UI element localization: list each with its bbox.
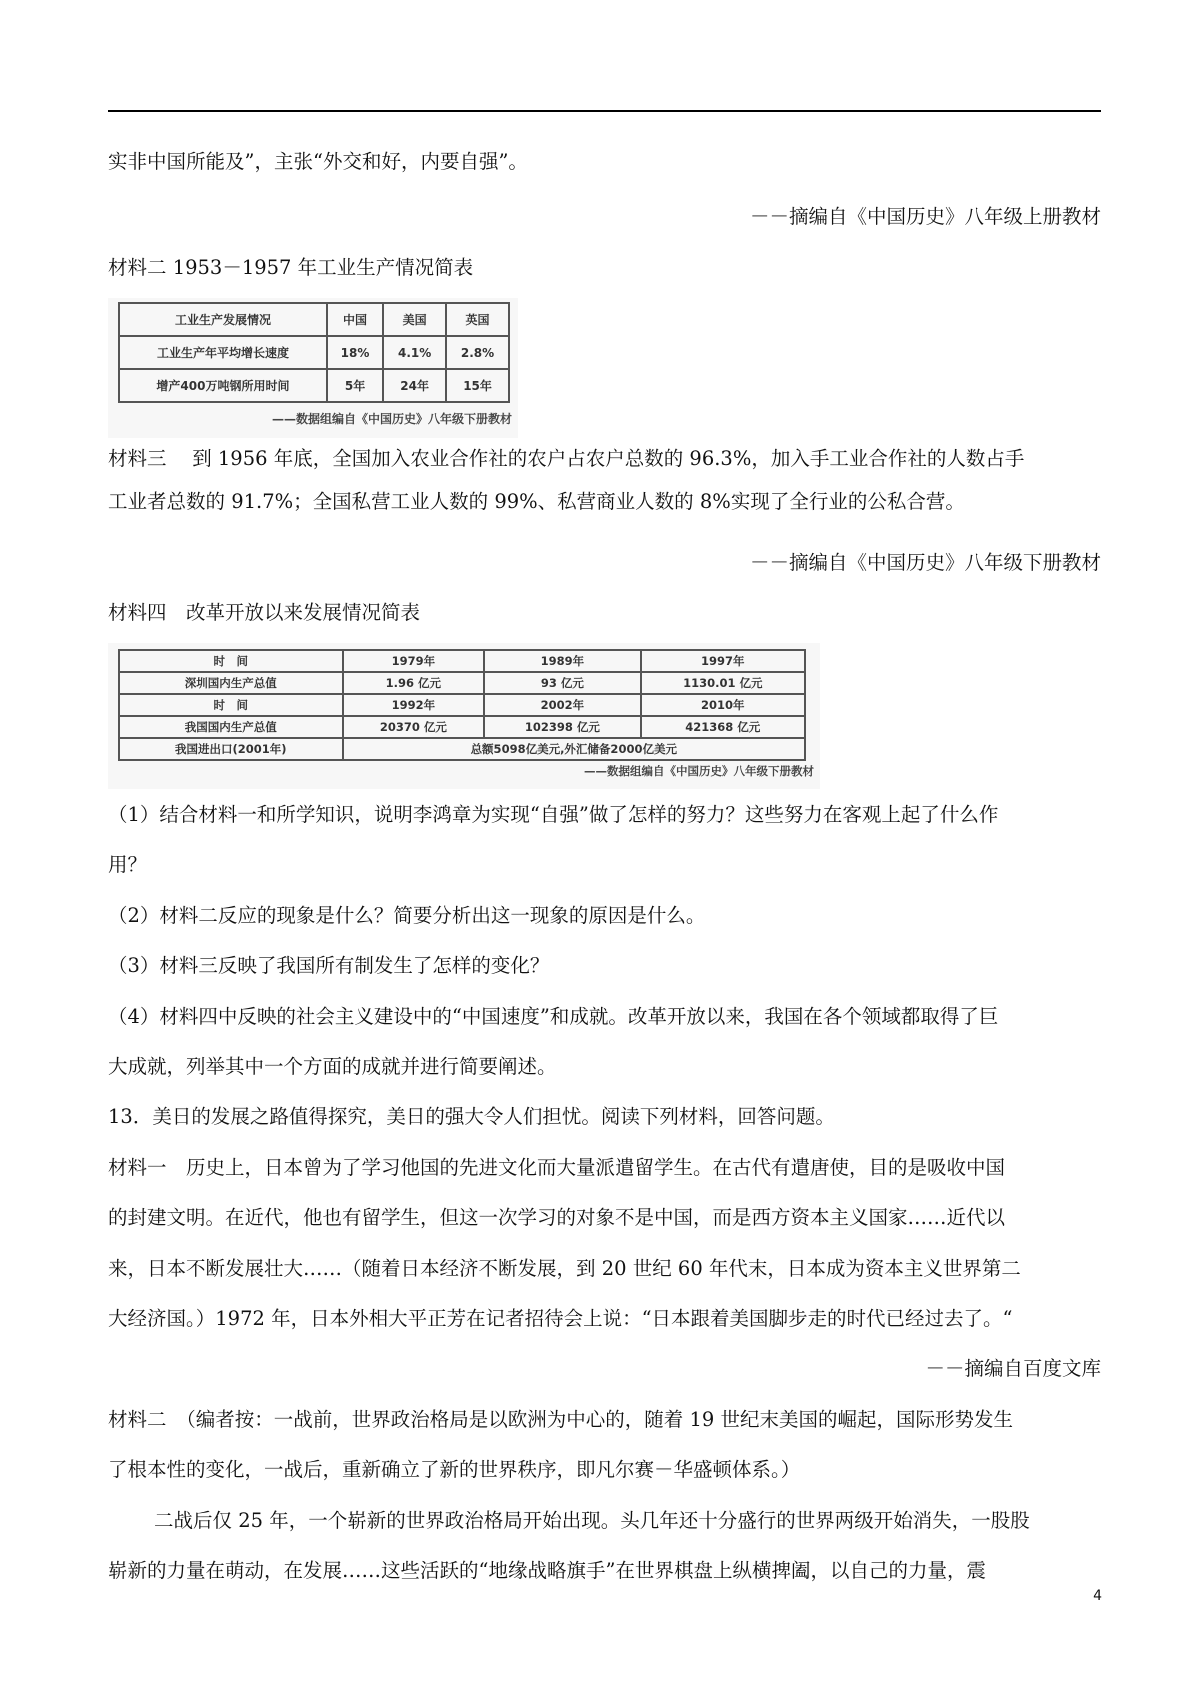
table-cell: 2002年	[484, 694, 640, 716]
table-row	[119, 672, 805, 694]
table-cell: 1997年	[641, 650, 805, 672]
material-heading: 材料二 1953－1957 年工业生产情况简表	[108, 256, 474, 279]
table-cell: 1989年	[484, 650, 640, 672]
table-cell: 时 间	[119, 650, 343, 672]
table-cell: 总额5098亿美元,外汇储备2000亿美元	[343, 738, 805, 760]
question-line: 用？	[108, 853, 148, 876]
reform-table-image	[108, 643, 820, 789]
table-cell: 英国	[446, 303, 509, 336]
reform-table	[118, 649, 806, 761]
table-cell: 我国国内生产总值	[119, 716, 343, 738]
source-citation: －－摘编自《中国历史》八年级上册教材	[749, 205, 1101, 228]
question-heading: 13．美日的发展之路值得探究，美日的强大令人们担忧。阅读下列材料，回答问题。	[108, 1105, 835, 1128]
table-cell: 1130.01 亿元	[641, 672, 805, 694]
table-row	[119, 336, 509, 369]
header-rule	[108, 110, 1101, 112]
table-row	[119, 369, 509, 402]
question-line: （3）材料三反映了我国所有制发生了怎样的变化？	[108, 954, 550, 977]
text-line: 材料二 （编者按：一战前，世界政治格局是以欧洲为中心的，随着 19 世纪末美国的崛起，国际形势发生	[108, 1408, 1013, 1431]
page-number: 4	[1093, 1588, 1102, 1604]
table-cell: 1.96 亿元	[343, 672, 485, 694]
table-cell: 2010年	[641, 694, 805, 716]
industry-table-image	[108, 298, 518, 438]
table-cell: 2.8%	[446, 336, 509, 369]
table-source-caption: ——数据组编自《中国历史》八年级下册教材	[584, 764, 814, 778]
text-line: 二战后仅 25 年，一个崭新的世界政治格局开始出现。头几年还十分盛行的世界两级开始消失，一股股	[154, 1509, 1030, 1532]
table-cell: 93 亿元	[484, 672, 640, 694]
table-cell: 1979年	[343, 650, 485, 672]
table-cell: 5年	[327, 369, 383, 402]
industry-table	[118, 302, 510, 403]
text-line: 实非中国所能及”，主张“外交和好，内要自强”。	[108, 150, 528, 173]
table-cell: 深圳国内生产总值	[119, 672, 343, 694]
table-cell: 时 间	[119, 694, 343, 716]
table-cell: 中国	[327, 303, 383, 336]
text-line: 工业者总数的 91.7%；全国私营工业人数的 99%、私营商业人数的 8%实现了全行业的公私合营。	[108, 490, 965, 513]
text-line: 了根本性的变化，一战后，重新确立了新的世界秩序，即凡尔赛－华盛顿体系。）	[108, 1458, 801, 1481]
question-line: 大成就，列举其中一个方面的成就并进行简要阐述。	[108, 1055, 557, 1078]
table-header-row	[119, 303, 509, 336]
table-row	[119, 694, 805, 716]
table-cell: 工业生产发展情况	[119, 303, 327, 336]
table-cell: 102398 亿元	[484, 716, 640, 738]
table-cell: 1992年	[343, 694, 485, 716]
table-cell: 421368 亿元	[641, 716, 805, 738]
table-cell: 24年	[383, 369, 446, 402]
table-cell: 4.1%	[383, 336, 446, 369]
table-row	[119, 650, 805, 672]
table-cell: 20370 亿元	[343, 716, 485, 738]
table-cell: 美国	[383, 303, 446, 336]
table-cell: 增产400万吨钢所用时间	[119, 369, 327, 402]
text-line: 材料一 历史上，日本曾为了学习他国的先进文化而大量派遣留学生。在古代有遣唐使，目的是吸收中国	[108, 1156, 1006, 1179]
question-line: （2）材料二反应的现象是什么？简要分析出这一现象的原因是什么。	[108, 904, 706, 927]
source-citation: －－摘编自《中国历史》八年级下册教材	[749, 551, 1101, 574]
text-line: 崭新的力量在萌动，在发展……这些活跃的“地缘战略旗手”在世界棋盘上纵横捭阖，以自己的力量，震	[108, 1559, 986, 1582]
material-heading: 材料四 改革开放以来发展情况简表	[108, 601, 421, 624]
table-cell: 15年	[446, 369, 509, 402]
text-line: 的封建文明。在近代，他也有留学生，但这一次学习的对象不是中国，而是西方资本主义国家……近代以	[108, 1206, 1006, 1229]
table-row	[119, 716, 805, 738]
table-cell: 工业生产年平均增长速度	[119, 336, 327, 369]
text-line: 材料三 到 1956 年底，全国加入农业合作社的农户占农户总数的 96.3%，加入手工业合作社的人数占手	[108, 447, 1025, 470]
text-line: 来，日本不断发展壮大……（随着日本经济不断发展，到 20 世纪 60 年代末，日本成为资本主义世界第二	[108, 1257, 1021, 1280]
table-cell: 18%	[327, 336, 383, 369]
question-line: （4）材料四中反映的社会主义建设中的“中国速度”和成就。改革开放以来，我国在各个领域都取得了巨	[108, 1005, 999, 1028]
source-citation: －－摘编自百度文库	[925, 1357, 1101, 1380]
table-cell: 我国进出口(2001年)	[119, 738, 343, 760]
question-line: （1）结合材料一和所学知识，说明李鸿章为实现“自强”做了怎样的努力？这些努力在客观上起了什么作	[108, 803, 999, 826]
text-line: 大经济国。）1972 年，日本外相大平正芳在记者招待会上说：“日本跟着美国脚步走的时代已经过去了。“	[108, 1307, 1013, 1330]
table-source-caption: ——数据组编自《中国历史》八年级下册教材	[271, 412, 512, 426]
table-row	[119, 738, 805, 760]
